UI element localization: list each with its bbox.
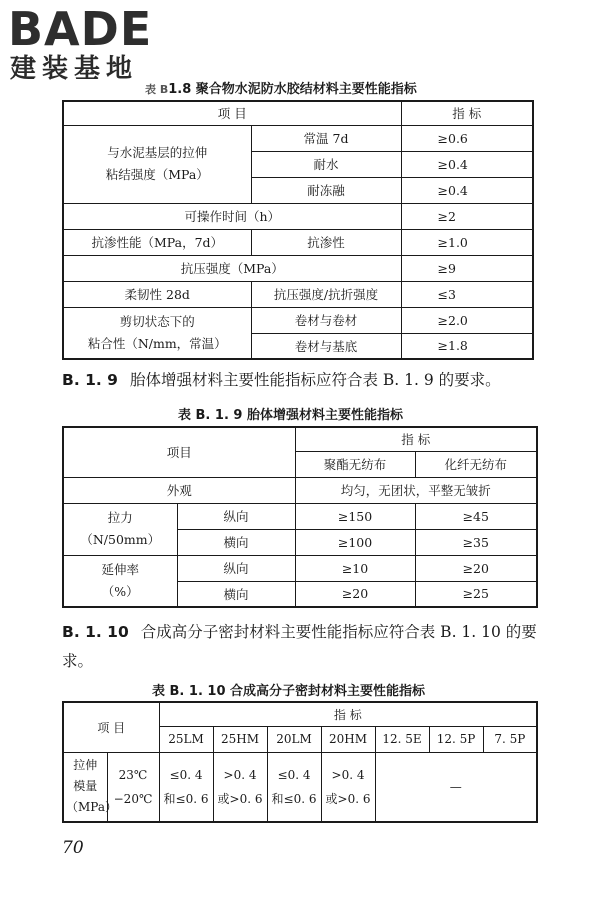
page-number: 70 bbox=[62, 838, 84, 858]
modulus-value: ≤0. 4 和≤0. 6 bbox=[159, 752, 213, 822]
bond-label: 与水泥基层的拉伸 粘结强度（MPa） bbox=[63, 125, 251, 203]
modulus-value: ≤0. 4 和≤0. 6 bbox=[267, 752, 321, 822]
para-b110 bbox=[62, 618, 544, 676]
bond-cond: 常温 7d bbox=[251, 125, 401, 151]
grade-header: 20HM bbox=[321, 726, 375, 752]
header-index: 指 标 bbox=[401, 101, 533, 125]
direction: 横向 bbox=[177, 581, 295, 607]
header-index: 指 标 bbox=[295, 427, 537, 451]
bade-logo bbox=[8, 4, 198, 88]
para-text: 胎体增强材料主要性能指标应符合表 B. 1. 9 的要求。 bbox=[129, 371, 501, 389]
direction: 纵向 bbox=[177, 503, 295, 529]
table-b110-caption: 表 B. 1. 10 合成高分子密封材料主要性能指标 bbox=[152, 684, 426, 699]
table-b19-caption: 表 B. 1. 9 胎体增强材料主要性能指标 bbox=[178, 408, 403, 423]
modulus-label: 拉伸 模量 （MPa） bbox=[63, 752, 107, 822]
para-text: 合成高分子密封材料主要性能指标应符合表 B. 1. 10 的要求。 bbox=[62, 623, 537, 670]
bond-value: ≥0.4 bbox=[401, 177, 533, 203]
value-col2: ≥35 bbox=[415, 529, 537, 555]
caption-text: 1.8 聚合物水泥防水胶结材料主要性能指标 bbox=[168, 82, 417, 97]
shear-label: 剪切状态下的 粘合性（N/mm，常温） bbox=[63, 307, 251, 359]
table-b18-caption bbox=[145, 78, 417, 97]
caption-prefix: 表 B bbox=[145, 83, 169, 96]
shear-value: ≥1.8 bbox=[401, 333, 533, 359]
impermeable-label: 抗渗性能（MPa，7d） bbox=[63, 229, 251, 255]
table-b18 bbox=[62, 100, 534, 360]
table-b19 bbox=[62, 426, 538, 608]
shear-value: ≥2.0 bbox=[401, 307, 533, 333]
elongation-label: 延伸率 （%） bbox=[63, 555, 177, 607]
header-col1: 聚酯无纺布 bbox=[295, 451, 415, 477]
value-col1: ≥100 bbox=[295, 529, 415, 555]
header-item: 项 目 bbox=[63, 702, 159, 752]
logo-subtitle: 建装基地 bbox=[10, 54, 139, 84]
direction: 纵向 bbox=[177, 555, 295, 581]
flex-value: ≤3 bbox=[401, 281, 533, 307]
para-b19 bbox=[62, 366, 542, 395]
value-col1: ≥150 bbox=[295, 503, 415, 529]
header-col2: 化纤无纺布 bbox=[415, 451, 537, 477]
grade-header: 12. 5E bbox=[375, 726, 429, 752]
compressive-label: 抗压强度（MPa） bbox=[63, 255, 401, 281]
bond-cond: 耐水 bbox=[251, 151, 401, 177]
value-col2: ≥20 bbox=[415, 555, 537, 581]
temperatures: 23℃ −20℃ bbox=[107, 752, 159, 822]
impermeable-cond: 抗渗性 bbox=[251, 229, 401, 255]
header-item: 项 目 bbox=[63, 101, 401, 125]
compressive-value: ≥9 bbox=[401, 255, 533, 281]
header-index: 指 标 bbox=[159, 702, 537, 726]
appearance-label: 外观 bbox=[63, 477, 295, 503]
para-number: B. 1. 9 bbox=[62, 371, 118, 389]
flex-cond: 抗压强度/抗折强度 bbox=[251, 281, 401, 307]
grade-header: 25HM bbox=[213, 726, 267, 752]
appearance-value: 均匀，无团状，平整无皱折 bbox=[295, 477, 537, 503]
bond-value: ≥0.6 bbox=[401, 125, 533, 151]
value-col2: ≥25 bbox=[415, 581, 537, 607]
table-b110 bbox=[62, 701, 538, 823]
value-col1: ≥20 bbox=[295, 581, 415, 607]
grade-header: 20LM bbox=[267, 726, 321, 752]
shear-cond: 卷材与卷材 bbox=[251, 307, 401, 333]
shear-cond: 卷材与基底 bbox=[251, 333, 401, 359]
tensile-label: 拉力 （N/50mm） bbox=[63, 503, 177, 555]
grade-header: 25LM bbox=[159, 726, 213, 752]
bond-value: ≥0.4 bbox=[401, 151, 533, 177]
operable-label: 可操作时间（h） bbox=[63, 203, 401, 229]
value-col2: ≥45 bbox=[415, 503, 537, 529]
header-item: 项目 bbox=[63, 427, 295, 477]
operable-value: ≥2 bbox=[401, 203, 533, 229]
logo-wordmark: BADE bbox=[8, 2, 153, 56]
para-number: B. 1. 10 bbox=[62, 623, 129, 641]
flex-label: 柔韧性 28d bbox=[63, 281, 251, 307]
modulus-value: >0. 4 或>0. 6 bbox=[321, 752, 375, 822]
direction: 横向 bbox=[177, 529, 295, 555]
grade-header: 7. 5P bbox=[483, 726, 537, 752]
value-col1: ≥10 bbox=[295, 555, 415, 581]
grade-header: 12. 5P bbox=[429, 726, 483, 752]
not-applicable-dash: — bbox=[375, 752, 537, 822]
bond-cond: 耐冻融 bbox=[251, 177, 401, 203]
impermeable-value: ≥1.0 bbox=[401, 229, 533, 255]
modulus-value: >0. 4 或>0. 6 bbox=[213, 752, 267, 822]
